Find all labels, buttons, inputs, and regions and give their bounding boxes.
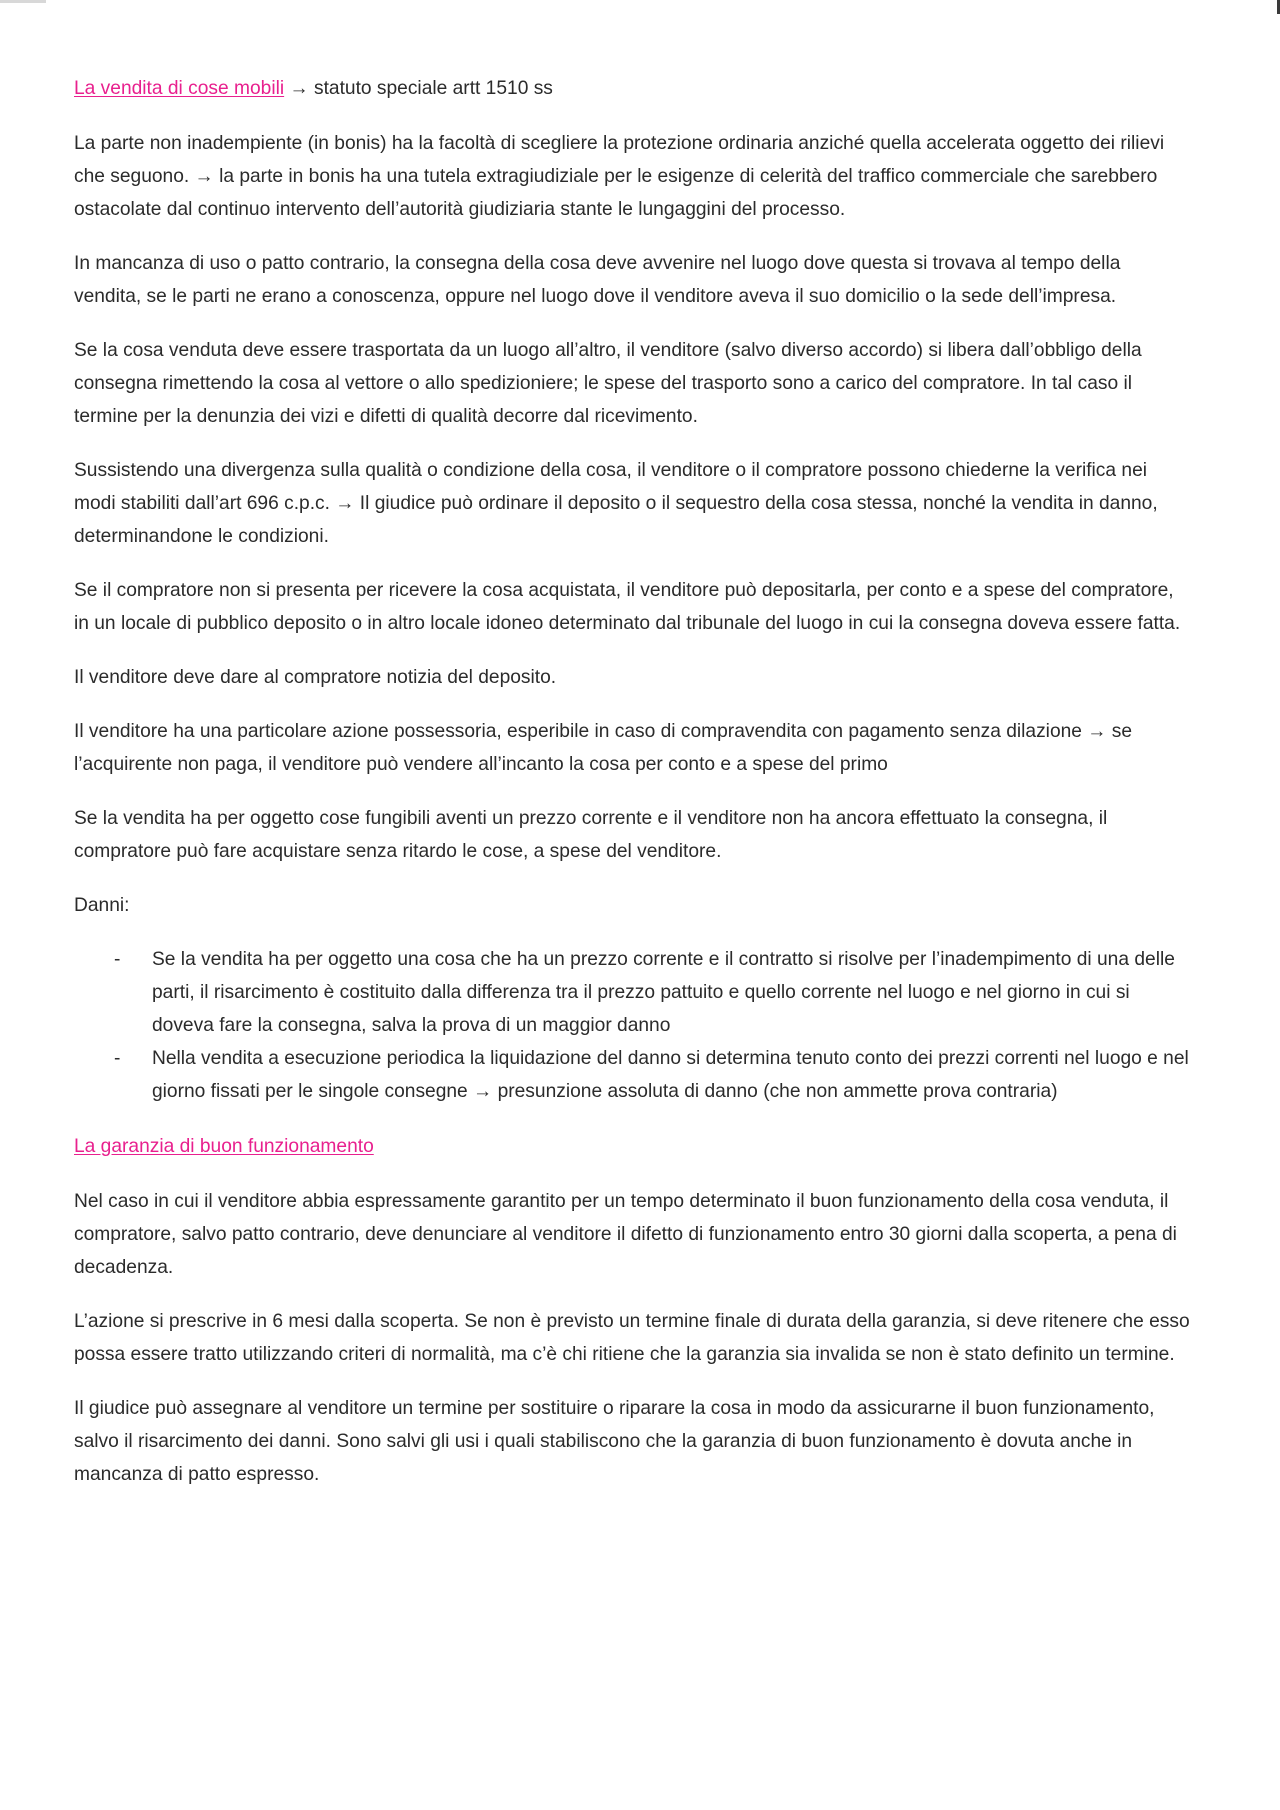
paragraph-luogo-consegna: In mancanza di uso o patto contrario, la consegna della cosa deve avvenire nel luogo dove questa si trovava al tempo della vendita, se le parti ne erano a conoscenza, oppure nel luogo dove il venditore aveva il suo domicilio o la sede dell’impresa. bbox=[74, 253, 1121, 307]
paragraph-in-bonis: La parte non inadempiente (in bonis) ha la facoltà di scegliere la protezione ordinaria anziché quella accelerata oggetto dei rilievi che seguono. → la parte in bonis ha una tutela extragiudiziale per le esigenze di celerità del traffico commerciale che sarebbero ostacolate dal continuo intervento dell’autorità giudiziaria stante le lungaggini del processo. bbox=[74, 133, 1165, 220]
paragraph-cose-fungibili: Se la vendita ha per oggetto cose fungibili aventi un prezzo corrente e il venditore non ha ancora effettuato la consegna, il compratore può fare acquistare senza ritardo le cose, a spese del venditore. bbox=[74, 808, 1108, 862]
section-title-suffix: → statuto speciale artt 1510 ss bbox=[284, 78, 553, 99]
paragraph-prescrizione: L’azione si prescrive in 6 mesi dalla scoperta. Se non è previsto un termine finale di durata della garanzia, si deve ritenere che esso possa essere tratto utilizzando criteri di normalità, ma c’è chi ritiene che la garanzia sia invalida se non è stato definito un termine. bbox=[74, 1311, 1190, 1365]
section-title-garanzia: La garanzia di buon funzionamento bbox=[74, 1136, 374, 1157]
section-heading-vendita bbox=[74, 72, 1190, 105]
list-bullet: - bbox=[114, 949, 121, 970]
list-item bbox=[74, 943, 1190, 1042]
section-title-vendita: La vendita di cose mobili bbox=[74, 78, 285, 99]
paragraph-denuncia-difetto: Nel caso in cui il venditore abbia espressamente garantito per un tempo determinato il buon funzionamento della cosa venduta, il compratore, salvo patto contrario, deve denunciare al venditore il difetto di funzionamento entro 30 giorni dalla scoperta, a pena di decadenza. bbox=[74, 1191, 1177, 1278]
scan-edge-mark bbox=[0, 0, 46, 3]
paragraph-divergenza-qualita: Sussistendo una divergenza sulla qualità o condizione della cosa, il venditore o il compratore possono chiederne la verifica nei modi stabiliti dall’art 696 c.p.c. → Il giudice può ordinare il deposito o il sequestro della cosa stessa, nonché la vendita in danno, determinandone le condizioni. bbox=[74, 460, 1158, 547]
paragraph-notizia-deposito: Il venditore deve dare al compratore notizia del deposito. bbox=[74, 667, 557, 688]
list-item-text: Se la vendita ha per oggetto una cosa che ha un prezzo corrente e il contratto si risolve per l’inadempimento di una delle parti, il risarcimento è costituito dalla differenza tra il prezzo pattuito e quello corrente nel luogo e nel giorno in cui si doveva fare la consegna, salva la prova di un maggior danno bbox=[152, 949, 1175, 1036]
paragraph-deposito: Se il compratore non si presenta per ricevere la cosa acquistata, il venditore può depositarla, per conto e a spese del compratore, in un locale di pubblico deposito o in altro locale idoneo determinato dal tribunale del luogo in cui la consegna doveva essere fatta. bbox=[74, 580, 1181, 634]
paragraph-azione-possessoria: Il venditore ha una particolare azione possessoria, esperibile in caso di compravendita con pagamento senza dilazione → se l’acquirente non paga, il venditore può vendere all’incanto la cosa per conto e a spese del primo bbox=[74, 721, 1133, 775]
paragraph-giudice-termine: Il giudice può assegnare al venditore un termine per sostituire o riparare la cosa in modo da assicurarne il buon funzionamento, salvo il risarcimento dei danni. Sono salvi gli usi i quali stabiliscono che la garanzia di buon funzionamento è dovuta anche in mancanza di patto espresso. bbox=[74, 1398, 1155, 1485]
list-item-text: Nella vendita a esecuzione periodica la liquidazione del danno si determina tenuto conto dei prezzi correnti nel luogo e nel giorno fissati per le singole consegne → presunzione assoluta di danno (che non ammette prova contraria) bbox=[152, 1048, 1189, 1102]
list-bullet: - bbox=[114, 1048, 121, 1069]
danni-list bbox=[74, 943, 1190, 1108]
section-heading-garanzia bbox=[74, 1130, 1190, 1163]
list-item bbox=[74, 1042, 1190, 1108]
paragraph-trasporto: Se la cosa venduta deve essere trasportata da un luogo all’altro, il venditore (salvo diverso accordo) si libera dall’obbligo della consegna rimettendo la cosa al vettore o allo spedizioniere; le spese del trasporto sono a carico del compratore. In tal caso il termine per la denunzia dei vizi e difetti di qualità decorre dal ricevimento. bbox=[74, 340, 1142, 427]
paragraph-danni-label: Danni: bbox=[74, 895, 130, 916]
